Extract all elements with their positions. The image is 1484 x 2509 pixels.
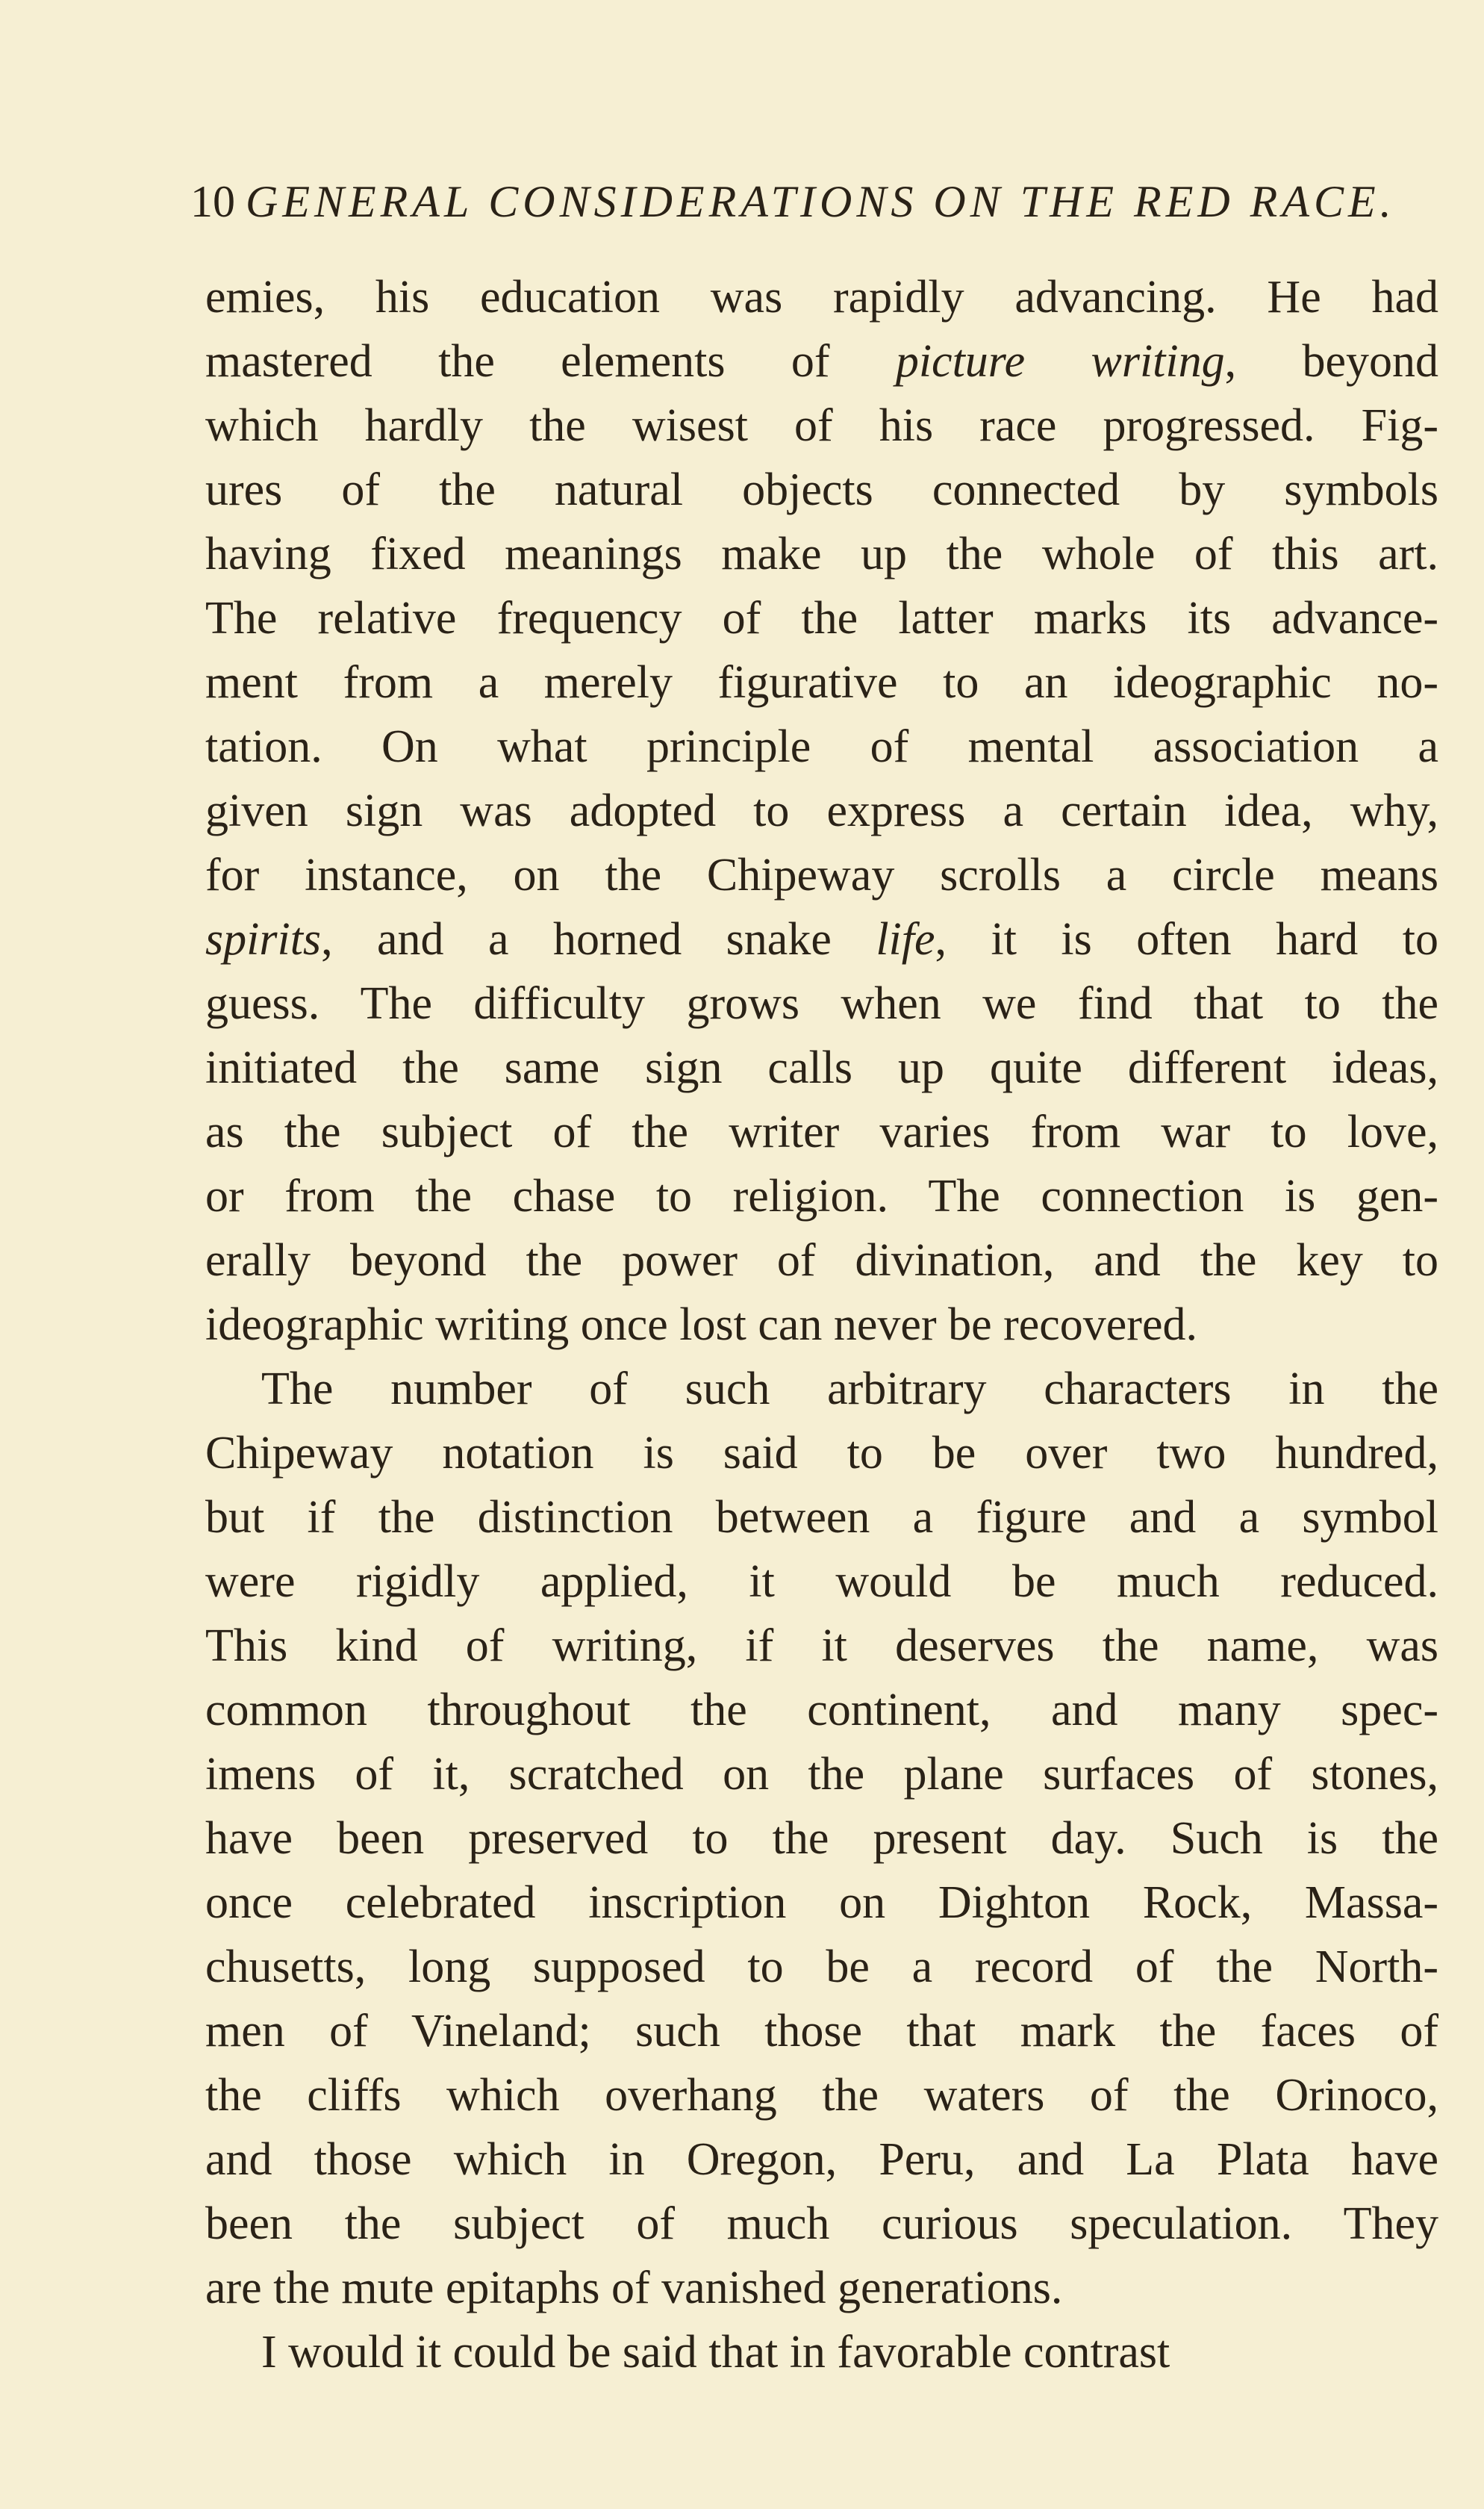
- text-run: mastered the elements of: [205, 336, 896, 387]
- italic-text-run: spirits: [205, 914, 322, 965]
- text-line: [205, 1100, 1438, 1164]
- text-run: the cliffs which overhang the waters of the Orinoco,: [205, 2070, 1438, 2121]
- text-run: , and a horned snake: [321, 914, 876, 965]
- text-run: for instance, on the Chipeway scrolls a circle means: [205, 850, 1438, 901]
- text-run: been the subject of much curious speculation. They: [205, 2198, 1438, 2249]
- text-run: given sign was adopted to express a certain idea, why,: [205, 786, 1438, 836]
- text-line: [205, 1293, 1438, 1357]
- text-run: as the subject of the writer varies from war to love,: [205, 1107, 1438, 1157]
- text-line: [205, 1421, 1438, 1485]
- text-run: The relative frequency of the latter marks its advance-: [205, 593, 1438, 644]
- text-run: are the mute epitaphs of vanished generations.: [205, 2263, 1063, 2313]
- text-line: [205, 1871, 1438, 1935]
- text-run: tation. On what principle of mental association a: [205, 721, 1438, 772]
- text-run: having fixed meanings make up the whole of this art.: [205, 529, 1438, 579]
- text-run: , it is often hard to: [935, 914, 1438, 965]
- text-line: [205, 2256, 1438, 2320]
- text-line: [205, 1742, 1438, 1806]
- text-line: [205, 2127, 1438, 2192]
- text-line: [205, 522, 1438, 586]
- text-line: [205, 265, 1438, 329]
- text-run: which hardly the wisest of his race progressed. Fig-: [205, 400, 1438, 451]
- text-run: common throughout the continent, and many spec-: [205, 1685, 1438, 1735]
- text-run: , beyond: [1224, 336, 1438, 387]
- text-line: [205, 650, 1438, 715]
- body-text: [205, 265, 1438, 2384]
- text-run: This kind of writing, if it deserves the name, was: [205, 1620, 1438, 1671]
- text-line: [205, 2063, 1438, 2127]
- text-line: [205, 1228, 1438, 1293]
- text-run: imens of it, scratched on the plane surfaces of stones,: [205, 1749, 1438, 1800]
- text-run: were rigidly applied, it would be much reduced.: [205, 1556, 1438, 1607]
- text-run: have been preserved to the present day. Such is the: [205, 1813, 1438, 1864]
- text-run: erally beyond the power of divination, and the key to: [205, 1235, 1438, 1286]
- text-line: [205, 843, 1438, 907]
- text-line: [205, 779, 1438, 843]
- text-run: ideographic writing once lost can never be recovered.: [205, 1299, 1197, 1350]
- text-line: [205, 1935, 1438, 1999]
- text-line: [205, 394, 1438, 458]
- text-run: men of Vineland; such those that mark the faces of: [205, 2006, 1438, 2056]
- text-line: [205, 1806, 1438, 1871]
- text-run: ures of the natural objects connected by symbols: [205, 464, 1438, 515]
- running-head-title: GENERAL CONSIDERATIONS ON THE RED RACE.: [246, 177, 1396, 226]
- text-run: I would it could be said that in favorable contrast: [261, 2327, 1170, 2378]
- text-line: [205, 1549, 1438, 1614]
- italic-text-run: picture writing: [895, 336, 1225, 387]
- text-line: [205, 586, 1438, 650]
- text-run: chusetts, long supposed to be a record of the North-: [205, 1941, 1438, 1992]
- page-number: 10: [190, 177, 235, 226]
- text-run: emies, his education was rapidly advancing. He had: [205, 272, 1438, 323]
- text-line: [205, 1357, 1438, 1421]
- text-run: and those which in Oregon, Peru, and La Plata have: [205, 2134, 1438, 2185]
- text-run: once celebrated inscription on Dighton Rock, Massa-: [205, 1877, 1438, 1928]
- text-line: [205, 329, 1438, 394]
- text-line: [205, 1678, 1438, 1742]
- running-head: [190, 170, 1415, 233]
- text-line: [205, 971, 1438, 1036]
- text-line: [205, 1999, 1438, 2063]
- text-run: initiated the same sign calls up quite different ideas,: [205, 1042, 1438, 1093]
- text-run: or from the chase to religion. The connection is gen-: [205, 1171, 1438, 1222]
- text-line: [205, 2320, 1438, 2384]
- text-line: [205, 1485, 1438, 1549]
- text-line: [205, 2192, 1438, 2256]
- italic-text-run: life: [876, 914, 935, 965]
- text-run: ment from a merely figurative to an ideographic no-: [205, 657, 1438, 708]
- text-run: guess. The difficulty grows when we find that to the: [205, 978, 1438, 1029]
- text-run: The number of such arbitrary characters in the: [261, 1364, 1438, 1414]
- text-line: [205, 1164, 1438, 1228]
- text-line: [205, 1036, 1438, 1100]
- text-run: Chipeway notation is said to be over two hundred,: [205, 1428, 1438, 1479]
- text-run: but if the distinction between a figure and a symbol: [205, 1492, 1438, 1543]
- text-line: [205, 458, 1438, 522]
- text-line: [205, 715, 1438, 779]
- text-line: [205, 1614, 1438, 1678]
- text-line: [205, 907, 1438, 971]
